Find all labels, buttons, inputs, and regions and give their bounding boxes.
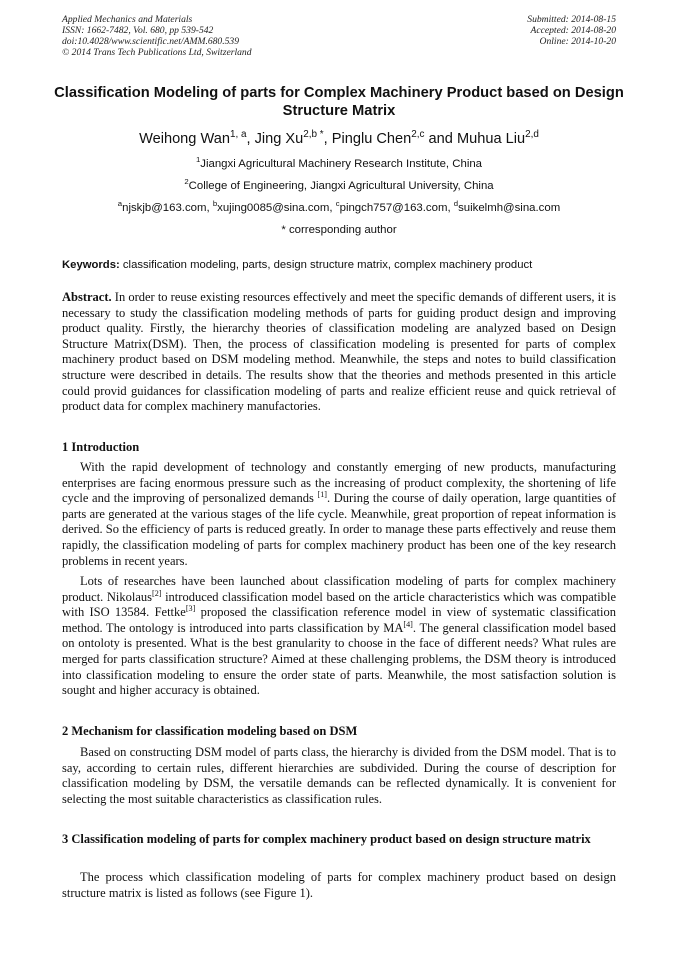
section-heading-mechanism: 2 Mechanism for classification modeling based on DSM: [62, 724, 358, 738]
journal-doi: doi:10.4028/www.scientific.net/AMM.680.539: [62, 36, 240, 47]
accepted-date: Accepted: 2014-08-20: [530, 25, 616, 36]
email-separator: ,: [447, 202, 454, 214]
paragraph-text: introduced classification model based on the article characteristics which was compatible with ISO 13584. Fettke: [62, 589, 616, 620]
journal-name: Applied Mechanics and Materials: [62, 14, 193, 25]
citation-ref[interactable]: [2]: [152, 588, 162, 598]
abstract-label: Abstract.: [62, 290, 112, 304]
submitted-date: Submitted: 2014-08-15: [527, 14, 616, 25]
email-link[interactable]: njskjb@163.com: [122, 202, 207, 214]
email-sup: c: [335, 199, 340, 209]
author-separator: and: [424, 131, 457, 147]
affiliation-sup: 1: [195, 155, 201, 165]
keywords-text: classification modeling, parts, design structure matrix, complex machinery product: [122, 259, 533, 271]
author: Muhua Liu: [456, 131, 526, 147]
abstract: [62, 290, 616, 415]
paper-title: Classification Modeling of parts for Complex Machinery Product based on Design Structure Matrix: [54, 85, 624, 119]
email-list: [40, 201, 638, 215]
email-sup: d: [453, 199, 459, 209]
author-affil-sup: 2,b *: [303, 129, 324, 141]
author: Weihong Wan: [139, 131, 230, 147]
affiliation-2: [40, 179, 638, 193]
introduction-paragraph-2: [62, 574, 616, 699]
journal-issn: ISSN: 1662-7482, Vol. 680, pp 539-542: [62, 25, 214, 36]
paragraph-text: proposed the classification reference model in view of systematic classification method. The ontology is introduced into parts classification by MA: [62, 605, 616, 635]
dates-header: [527, 14, 616, 47]
keywords-label: Keywords:: [62, 259, 120, 271]
corresponding-note: * corresponding author: [281, 224, 397, 236]
affiliation-text: College of Engineering, Jiangxi Agricultural University, China: [188, 180, 494, 192]
email-sup: a: [117, 199, 123, 209]
introduction-paragraph-1: [62, 460, 616, 569]
paragraph-text: Lots of researches have been launched about classification modeling of parts for complex machinery product. Nikolaus: [62, 574, 616, 604]
author: Jing Xu: [254, 131, 304, 147]
section-heading-classification: 3 Classification modeling of parts for complex machinery product based on design structure matrix: [62, 832, 591, 846]
author-list: [40, 130, 638, 148]
affiliation-text: Jiangxi Agricultural Machinery Research Institute, China: [200, 158, 483, 170]
citation-ref[interactable]: [3]: [185, 604, 196, 614]
email-separator: ,: [206, 202, 213, 214]
email-sup: b: [212, 199, 218, 209]
affiliation-sup: 2: [184, 177, 189, 187]
author-separator: ,: [246, 131, 255, 147]
author-affil-sup: 1, a: [229, 129, 247, 141]
author-affil-sup: 2,c: [411, 129, 425, 141]
journal-header: [62, 14, 252, 58]
section-heading-introduction: 1 Introduction: [62, 440, 140, 454]
paragraph-text: With the rapid development of technology and constantly emerging of new products, manufacturing enterprises are facing enormous pressure such as the increasing of product complexity, the shortening of life cycle and the improving of personalized demands: [62, 460, 616, 506]
keywords-line: [62, 258, 616, 272]
author: Pinglu Chen: [331, 131, 412, 147]
online-date: Online: 2014-10-20: [539, 36, 616, 47]
affiliation-1: [40, 157, 638, 171]
email-separator: ,: [329, 202, 336, 214]
citation-ref[interactable]: [4]: [403, 619, 413, 629]
paragraph-text: . During the course of daily operation, large quantities of parts are generated at the various stages of the life cycle. Meanwhile, great proportion of repeat information is derived. So the efficiency of parts is reduced greatly. In order to manage these parts effectively and reuse them rapidly, the classification modeling of parts for complex machinery product has been one of the key research problems in recent years.: [62, 491, 616, 568]
classification-paragraph: The process which classification modeling of parts for complex machinery product based on design structure matrix is listed as follows (see Figure 1).: [62, 870, 616, 900]
author-separator: ,: [323, 131, 332, 147]
abstract-text: In order to reuse existing resources effectively and meet the specific demands of different users, it is necessary to study the classification modeling methods of parts for guiding product design and improving product quality. Firstly, the hierarchy theories of classification modeling are analyzed based on Design Structure Matrix(DSM). Then, the process of classification modeling is presented for parts of complex machinery product based on DSM modeling method. Meanwhile, the steps and notes to build classification structure were described in details. The results show that the theories and methods presented in this article could provid guidances for classification modeling of parts and realize efficient reuse and quick retrieval of product data for complex machinery manufactories.: [62, 290, 616, 414]
citation-ref[interactable]: [1]: [317, 490, 327, 500]
mechanism-paragraph: Based on constructing DSM model of parts class, the hierarchy is divided from the DSM model. That is to say, according to certain rules, different hierarchies are subdivided. During the course of description for classification modeling by DSM, the versatile demands can be reflected dynamically. It is convenient for selecting the most suitable characteristics as classification rules.: [62, 745, 616, 806]
email-link[interactable]: suikelmh@sina.com: [458, 202, 561, 214]
email-link[interactable]: xujing0085@sina.com: [217, 202, 330, 214]
author-affil-sup: 2,d: [525, 129, 539, 141]
email-link[interactable]: pingch757@163.com: [339, 202, 448, 214]
paragraph-text: . The general classification model based on ontoloty is presented. What is the best granularity to choose in the face of different needs? What rules are merged for parts classification structure? Aimed at these challenging problems, the DSM theory is introduced into classification modeling to ensure the order state of parts. Meanwhile, the most satisfaction solution is sought and higher accuracy is obtained.: [62, 620, 616, 698]
journal-copyright: © 2014 Trans Tech Publications Ltd, Switzerland: [62, 47, 252, 58]
